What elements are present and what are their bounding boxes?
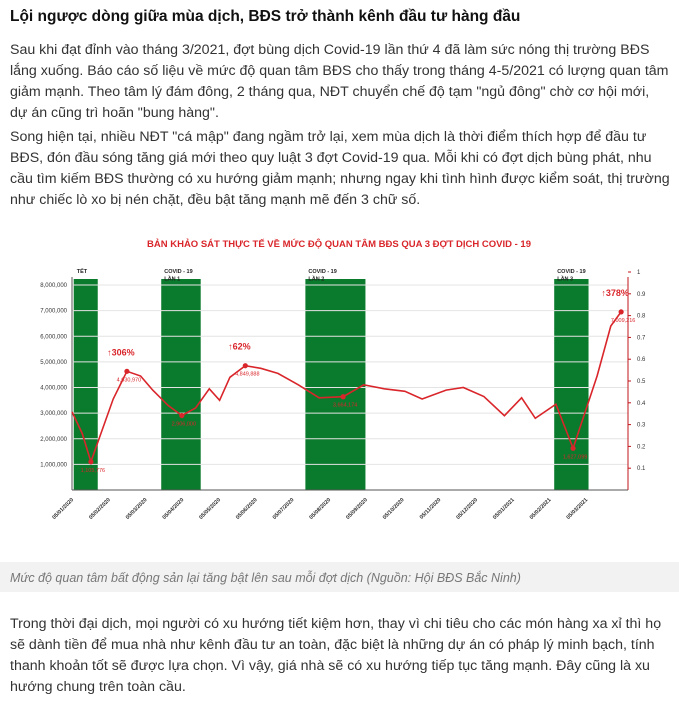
y-tick-label: 3,000,000: [40, 411, 67, 418]
y2-tick-label: 0.2: [637, 444, 646, 451]
data-point: [619, 309, 624, 314]
data-point: [570, 446, 575, 451]
y2-tick-label: 0.9: [637, 291, 646, 298]
data-point: [341, 394, 346, 399]
chart-title: BẢN KHẢO SÁT THỰC TẾ VỀ MỨC ĐỘ QUAN TÂM BĐS QUA 3 ĐỢT DỊCH COVID - 19: [147, 239, 531, 250]
y2-tick-label: 0.8: [637, 313, 646, 320]
x-tick-label: 05/07/2020: [271, 497, 296, 521]
band-label: TẾT: [76, 269, 88, 275]
x-tick-label: 05/02/2020: [88, 497, 112, 521]
article-paragraph: Sau khi đạt đỉnh vào tháng 3/2021, đợt bùng dịch Covid-19 lần thứ 4 đã làm sức nóng thị trường BĐS lắng xuống. Báo cáo số liệu về mức độ quan tâm BĐS cho thấy trong tháng 4-5/2021 có lượng quan tâm giảm mạnh. Theo tâm lý đám đông, 2 tháng qua, NĐT chuyển chế độ tạm "ngủ đông" chờ cơ hội mới, dự án cũng trì hoãn "bung hàng".: [10, 42, 669, 121]
interest-line-chart: [0, 222, 679, 562]
x-tick-label: 05/03/2020: [124, 497, 149, 521]
y-tick-label: 6,000,000: [40, 334, 67, 341]
data-label: 1,105,776: [80, 467, 106, 474]
band-sublabel: LẦN 1: [164, 276, 181, 283]
data-label: 7,009,216: [610, 317, 636, 324]
x-tick-label: 05/11/2020: [418, 497, 443, 521]
article-heading: Lội ngược dòng giữa mùa dịch, BĐS trở thành kênh đầu tư hàng đầu: [10, 8, 521, 25]
data-label: 4,630,970: [116, 377, 142, 384]
x-tick-label: 05/01/2020: [51, 497, 76, 521]
percent-annotation: ↑378%: [601, 287, 629, 298]
figure-caption: Mức độ quan tâm bất động sản lại tăng bật lên sau mỗi đợt dịch (Nguồn: Hội BĐS Bắc Ninh): [10, 571, 521, 585]
chart-container: [0, 222, 679, 562]
data-point: [243, 363, 248, 368]
data-label: 1,627,099: [562, 454, 588, 461]
figure: [0, 222, 679, 592]
x-tick-label: 05/03/2021: [565, 497, 590, 521]
data-point: [124, 369, 129, 374]
y-tick-label: 7,000,000: [40, 308, 67, 315]
y2-tick-label: 0.6: [637, 357, 646, 364]
y2-tick-label: 0.3: [637, 422, 646, 429]
x-tick-label: 05/04/2020: [161, 497, 186, 521]
x-tick-label: 05/02/2021: [528, 497, 553, 521]
y-tick-label: 8,000,000: [40, 283, 67, 289]
y-tick-label: 1,000,000: [40, 462, 67, 469]
data-point: [88, 459, 93, 464]
data-label: 4,849,888: [235, 371, 260, 378]
data-label: 3,664,174: [332, 402, 358, 409]
percent-annotation: ↑62%: [228, 341, 251, 352]
band-label: COVID - 19: [308, 269, 337, 275]
y-tick-label: 5,000,000: [40, 359, 67, 366]
x-tick-label: 05/09/2020: [345, 497, 369, 521]
band-label: COVID - 19: [164, 269, 193, 275]
percent-annotation: ↑306%: [107, 347, 135, 358]
data-label: 2,906,000: [171, 421, 197, 428]
y2-tick-label: 0.7: [637, 335, 646, 342]
x-tick-label: 05/10/2020: [381, 497, 406, 521]
y2-tick-label: 0.5: [637, 379, 646, 385]
band-sublabel: LẦN 2: [308, 276, 325, 283]
x-tick-label: 05/05/2020: [198, 497, 223, 521]
article-paragraph: Trong thời đại dịch, mọi người có xu hướng tiết kiệm hơn, thay vì chi tiêu cho các món hàng xa xỉ thì họ sẽ dành tiền để mua nhà như kênh đầu tư an toàn, đặc biệt là những dự án có pháp lý minh bạch, tính thanh khoản tốt sẽ được lựa chọn. Vì vậy, giá nhà sẽ có xu hướng tiếp tục tăng mạnh. Đây cũng là xu hướng chung trên toàn cầu.: [10, 616, 662, 695]
x-tick-label: 05/12/2020: [455, 497, 480, 521]
y2-tick-label: 0.1: [637, 466, 646, 473]
y-tick-label: 2,000,000: [40, 436, 67, 443]
y2-tick-label: 1: [637, 270, 641, 276]
y-tick-label: 4,000,000: [40, 385, 67, 392]
x-tick-label: 05/08/2020: [308, 497, 333, 521]
y2-tick-label: 0.4: [637, 400, 646, 407]
x-tick-label: 05/06/2020: [235, 497, 259, 521]
band-label: COVID - 19: [557, 269, 586, 275]
data-point: [179, 413, 184, 418]
x-tick-label: 05/01/2021: [492, 497, 516, 521]
band-sublabel: LẦN 3: [557, 276, 574, 283]
article-paragraph: Song hiện tại, nhiều NĐT "cá mập" đang ngầm trở lại, xem mùa dịch là thời điểm thích hợp để đầu tư BĐS, đón đầu sóng tăng giá mới theo quy luật 3 đợt Covid-19 qua. Mỗi khi có đợt dịch bùng phát, nhu cầu tìm kiếm BĐS thường có xu hướng giảm mạnh; nhưng ngay khi tình hình được kiểm soát, thị trường như chiếc lò xo bị nén chặt, đều bật tăng mạnh mẽ đến 3 chữ số.: [10, 129, 670, 208]
